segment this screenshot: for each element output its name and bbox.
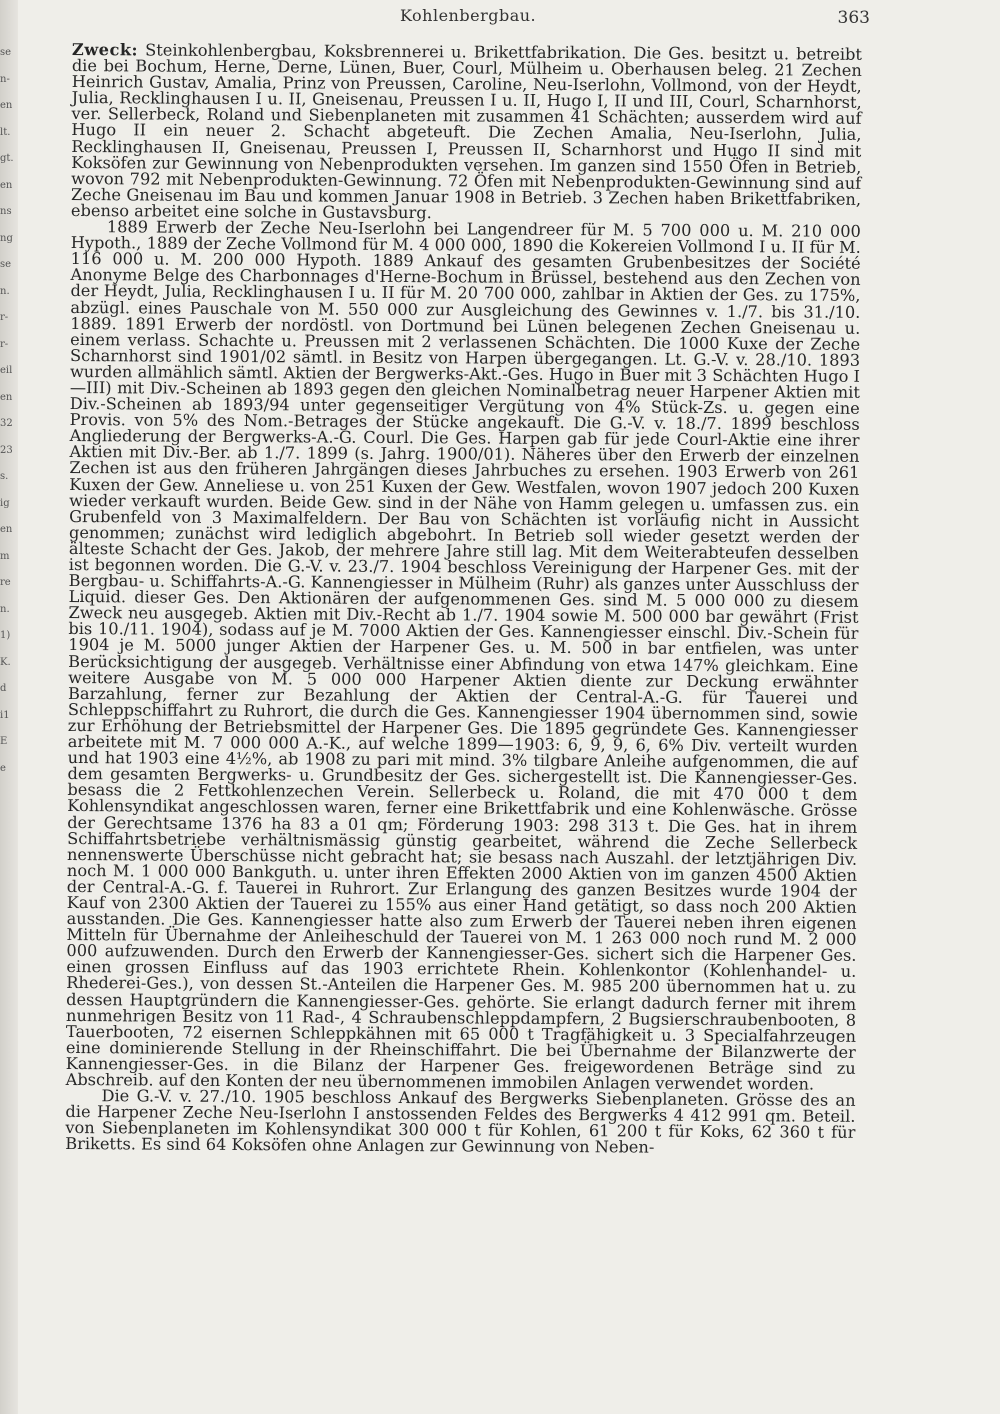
margin-fragment: ig bbox=[0, 497, 10, 509]
margin-fragment: n. bbox=[0, 603, 10, 615]
margin-fragment: r- bbox=[0, 338, 9, 350]
running-title: Kohlenbergbau. bbox=[400, 6, 537, 25]
margin-fragment: en bbox=[0, 391, 13, 403]
margin-fragment: r- bbox=[0, 312, 9, 323]
margin-fragment: 23 bbox=[0, 444, 13, 456]
margin-fragment: E bbox=[0, 736, 8, 747]
margin-fragment: ns bbox=[0, 206, 12, 217]
margin-fragment: n- bbox=[0, 73, 10, 85]
margin-fragment: en bbox=[0, 524, 13, 535]
margin-fragment: i1 bbox=[0, 709, 10, 721]
margin-fragment: e bbox=[0, 762, 6, 774]
margin-fragment: gt. bbox=[0, 153, 14, 164]
margin-fragment: K. bbox=[0, 656, 11, 668]
paragraph-zweck bbox=[71, 42, 862, 224]
margin-fragment: eil bbox=[0, 365, 13, 376]
paragraph-history: 1889 Erwerb der Zeche Neu-Iserlohn bei Langendreer für M. 5 700 000 u. M. 210 000 Hypoth., 1889 der Zeche Vollmond für M. 4 000 000, 1890 die Kokereien Vollmond I u. II für M. 116 000 u. M. 200 000 Hypoth. 1889 Ankauf des gesamten Grubenbesitzes der Société Anonyme Belge des Charbonnages d'Herne-Bochum in Brüssel, bestehend aus den Zechen von der Heydt, Julia, Recklinghausen I u. II für M. 20 700 000, zahlbar in Aktien der Ges. zu 175%, abzügl. eines Pauschale von M. 550 000 zur Ausgleichung des Gewinnes v. 1./7. bis 31./10. 1889. 1891 Erwerb der nordöstl. von Dortmund bei Lünen belegenen Zechen Gneisenau u. einem verlass. Schachte u. Preussen mit 2 verlassenen Schächten. Die 1000 Kuxe der Zeche Scharnhorst sind 1901/02 sämtl. in Besitz von Harpen übergegangen. Lt. G.-V. v. 28./10. 1893 wurden allmählich sämtl. Aktien der Bergwerks-Akt.-Ges. Hugo in Buer mit 3 Schächten Hugo I—III) mit Div.-Scheinen ab 1893 gegen den gleichen Nominalbetrag neuer Harpener Aktien mit Div.-Scheinen ab 1893/94 unter gegenseitiger Vergütung von 4% Stück-Zs. u. gegen eine Provis. von 5% des Nom.-Betrages der Stücke angekauft. Die G.-V. v. 18./7. 1899 beschloss Angliederung der Bergwerks-A.-G. Courl. Die Ges. Harpen gab für jede Courl-Aktie eine ihrer Aktien mit Div.-Ber. ab 1./7. 1899 (s. Jahrg. 1900/01). Näheres über den Erwerb der einzelnen Zechen ist aus den früheren Jahrgängen dieses Jahrbuches zu ersehen. 1903 Erwerb von 261 Kuxen der Gew. Anneliese u. von 251 Kuxen der Gew. Westfalen, wovon 1907 jedoch 200 Kuxen wieder verkauft wurden. Beide Gew. sind in der Nähe von Hamm gelegen u. umfassen zus. ein Grubenfeld von 3 Maximalfeldern. Der Bau von Schächten ist vorläufig nicht in Aussicht genommen; zunächst wird lediglich abgebohrt. In Betrieb soll wieder gesetzt werden der älteste Schacht der Ges. Jakob, der mehrere Jahre still lag. Mit dem Weiterabteufen desselben ist begonnen worden. Die G.-V. v. 23./7. 1904 beschloss Vereinigung der Harpener Ges. mit der Bergbau- u. Schiffahrts-A.-G. Kannengiesser in Mülheim (Ruhr) als ganzes unter Ausschluss der Liquid. dieser Ges. Den Aktionären der aufgenommenen Ges. sind M. 5 000 000 zu diesem Zweck neu ausgegeb. Aktien mit Div.-Recht ab 1./7. 1904 sowie M. 500 000 bar gewährt (Frist bis 10./11. 1904), sodass auf je M. 7000 Aktien der Ges. Kannengiesser einschl. Div.-Schein für 1904 je M. 5000 junger Aktien der Harpener Ges. u. M. 500 in bar entfielen, was unter Berücksichtigung der ausgegeb. Verhältnisse einer Abfindung von etwa 147% gleichkam. Eine weitere Ausgabe von M. 5 000 000 Harpener Aktien diente zur Deckung erwähnter Barzahlung, ferner zur Bezahlung der Aktien der Central-A.-G. für Tauerei und Schleppschiffahrt zu Ruhrort, die durch die Ges. Kannengiesser 1904 übernommen sind, sowie zur Erhöhung der Betriebsmittel der Harpener Ges. Die 1895 gegründete Ges. Kannengiesser arbeitete mit M. 7 000 000 A.-K., auf welche 1899—1903: 6, 9, 9, 6, 6% Div. verteilt wurden und hat 1903 eine 4½%, ab 1908 zu pari mit mind. 3% tilgbare Anleihe aufgenommen, die auf dem gesamten Bergwerks- u. Grundbesitz der Ges. sichergestellt ist. Die Kannengiesser-Ges. besass die 2 Fettkohlenzechen Verein. Sellerbeck u. Roland, die mit 470 000 t dem Kohlensyndikat angeschlossen waren, ferner eine Brikettfabrik und eine Kohlenwäsche. Grösse der Gerechtsame 1376 ha 83 a 01 qm; Förderung 1903: 298 313 t. Die Ges. hat in ihrem Schiffahrtsbetriebe verhältnismässig günstig gearbeitet, während die Zeche Sellerbeck nennenswerte Überschüsse nicht gebracht hat; sie besass nach Auszahl. der letztjährigen Div. noch M. 1 000 000 Bankguth. u. unter ihren Effekten 2000 Aktien von im ganzen 4500 Aktien der Central-A.-G. f. Tauerei in Ruhrort. Zur Erlangung des ganzen Besitzes wurde 1904 der Kauf von 2300 Aktien der Tauerei zu 155% aus einer Hand getätigt, so dass noch 200 Aktien ausstanden. Die Ges. Kannengiesser hatte also zum Erwerb der Tauerei neben ihren eigenen Mitteln für Übernahme der Anleiheschuld der Tauerei von M. 1 263 000 noch rund M. 2 000 000 aufzuwenden. Durch den Erwerb der Kannengiesser-Ges. sichert sich die Harpener Ges. einen grossen Einfluss auf das 1903 errichtete Rhein. Kohlenkontor (Kohlenhandel- u. Rhederei-Ges.), von dessen St.-Anteilen die Harpener Ges. M. 985 200 übernommen hat u. zu dessen Hauptgründern die Kannengiesser-Ges. gehörte. Sie erlangt dadurch ferner mit ihrem nunmehrigen Besitz von 11 Rad-, 4 Schraubenschleppdampfern, 2 Bugsierschraubenbooten, 8 Tauerbooten, 72 eisernen Schleppkähnen mit 65 000 t Tragfähigkeit u. 3 Specialfahrzeugen eine dominierende Stellung in der Rheinschiffahrt. Die bei Übernahme der Bilanzwerte der Kannengiesser-Ges. in die Bilanz der Harpener Ges. freigewordenen Beträge sind zu Abschreib. auf den Konten der neu übernommenen immobilen Anlagen verwendet worden. bbox=[65, 217, 861, 1094]
zweck-label: Zweck: bbox=[71, 40, 139, 60]
margin-fragment: lt. bbox=[0, 126, 11, 138]
margin-fragment: d bbox=[0, 683, 7, 694]
paragraph-siebenplaneten: Die G.-V. v. 27./10. 1905 beschloss Ankauf des Bergwerks Siebenplaneten. Grösse des an die Harpener Zeche Neu-Iserlohn I anstossenden Feldes des Bergwerks 4 412 991 qm. Beteil. von Siebenplaneten im Kohlensyndikat 300 000 t für Kohlen, 61 200 t für Koks, 62 360 t für Briketts. Es sind 64 Koksöfen ohne Anlagen zur Gewinnung von Neben- bbox=[65, 1086, 856, 1157]
margin-fragment: se bbox=[0, 47, 12, 58]
margin-fragment: 32 bbox=[0, 418, 13, 429]
margin-fragment: re bbox=[0, 577, 11, 588]
margin-fragment: en bbox=[0, 100, 13, 111]
margin-fragment: n. bbox=[0, 285, 10, 297]
margin-fragment: s. bbox=[0, 471, 9, 482]
page-number: 363 bbox=[837, 8, 870, 28]
margin-fragment: ng bbox=[0, 232, 13, 244]
margin-fragment: m bbox=[0, 550, 10, 562]
margin-fragment: 1) bbox=[0, 630, 11, 641]
adjacent-page-margin bbox=[0, 40, 18, 782]
margin-fragment: en bbox=[0, 179, 13, 191]
margin-fragment: se bbox=[0, 259, 12, 270]
page-header bbox=[0, 6, 1000, 30]
main-text-column bbox=[65, 42, 862, 1157]
zweck-text: Steinkohlenbergbau, Koksbrennerei u. Brikettfabrikation. Die Ges. besitzt u. betreibt die bei Bochum, Herne, Derne, Lünen, Buer, Courl, Mülheim u. Oberhausen beleg. 21 Zechen Heinrich Gustav, Amalia, Prinz von Preussen, Caroline, Neu-Iserlohn, Vollmond, von der Heydt, Julia, Recklinghausen I u. II, Gneisenau, Preussen I u. II, Hugo I, II und III, Courl, Scharnhorst, ver. Sellerbeck, Roland und Siebenplaneten mit zusammen 41 Schächten; ausserdem wird auf Hugo II ein neuer 2. Schacht abgeteuft. Die Zechen Amalia, Neu-Iserlohn, Julia, Recklinghausen II, Gneisenau, Preussen I, Preussen II, Scharnhorst und Hugo II sind mit Koksöfen zur Gewinnung von Nebenprodukten versehen. Im ganzen sind 1550 Öfen in Betrieb, wovon 792 mit Nebenprodukten-Gewinnung. 72 Öfen mit Nebenprodukten-Gewinnung sind auf Zeche Gneisenau im Bau und kommen Januar 1908 in Betrieb. 3 Zechen haben Brikettfabriken, ebenso arbeitet eine solche in Gustavsburg. bbox=[70, 40, 862, 223]
